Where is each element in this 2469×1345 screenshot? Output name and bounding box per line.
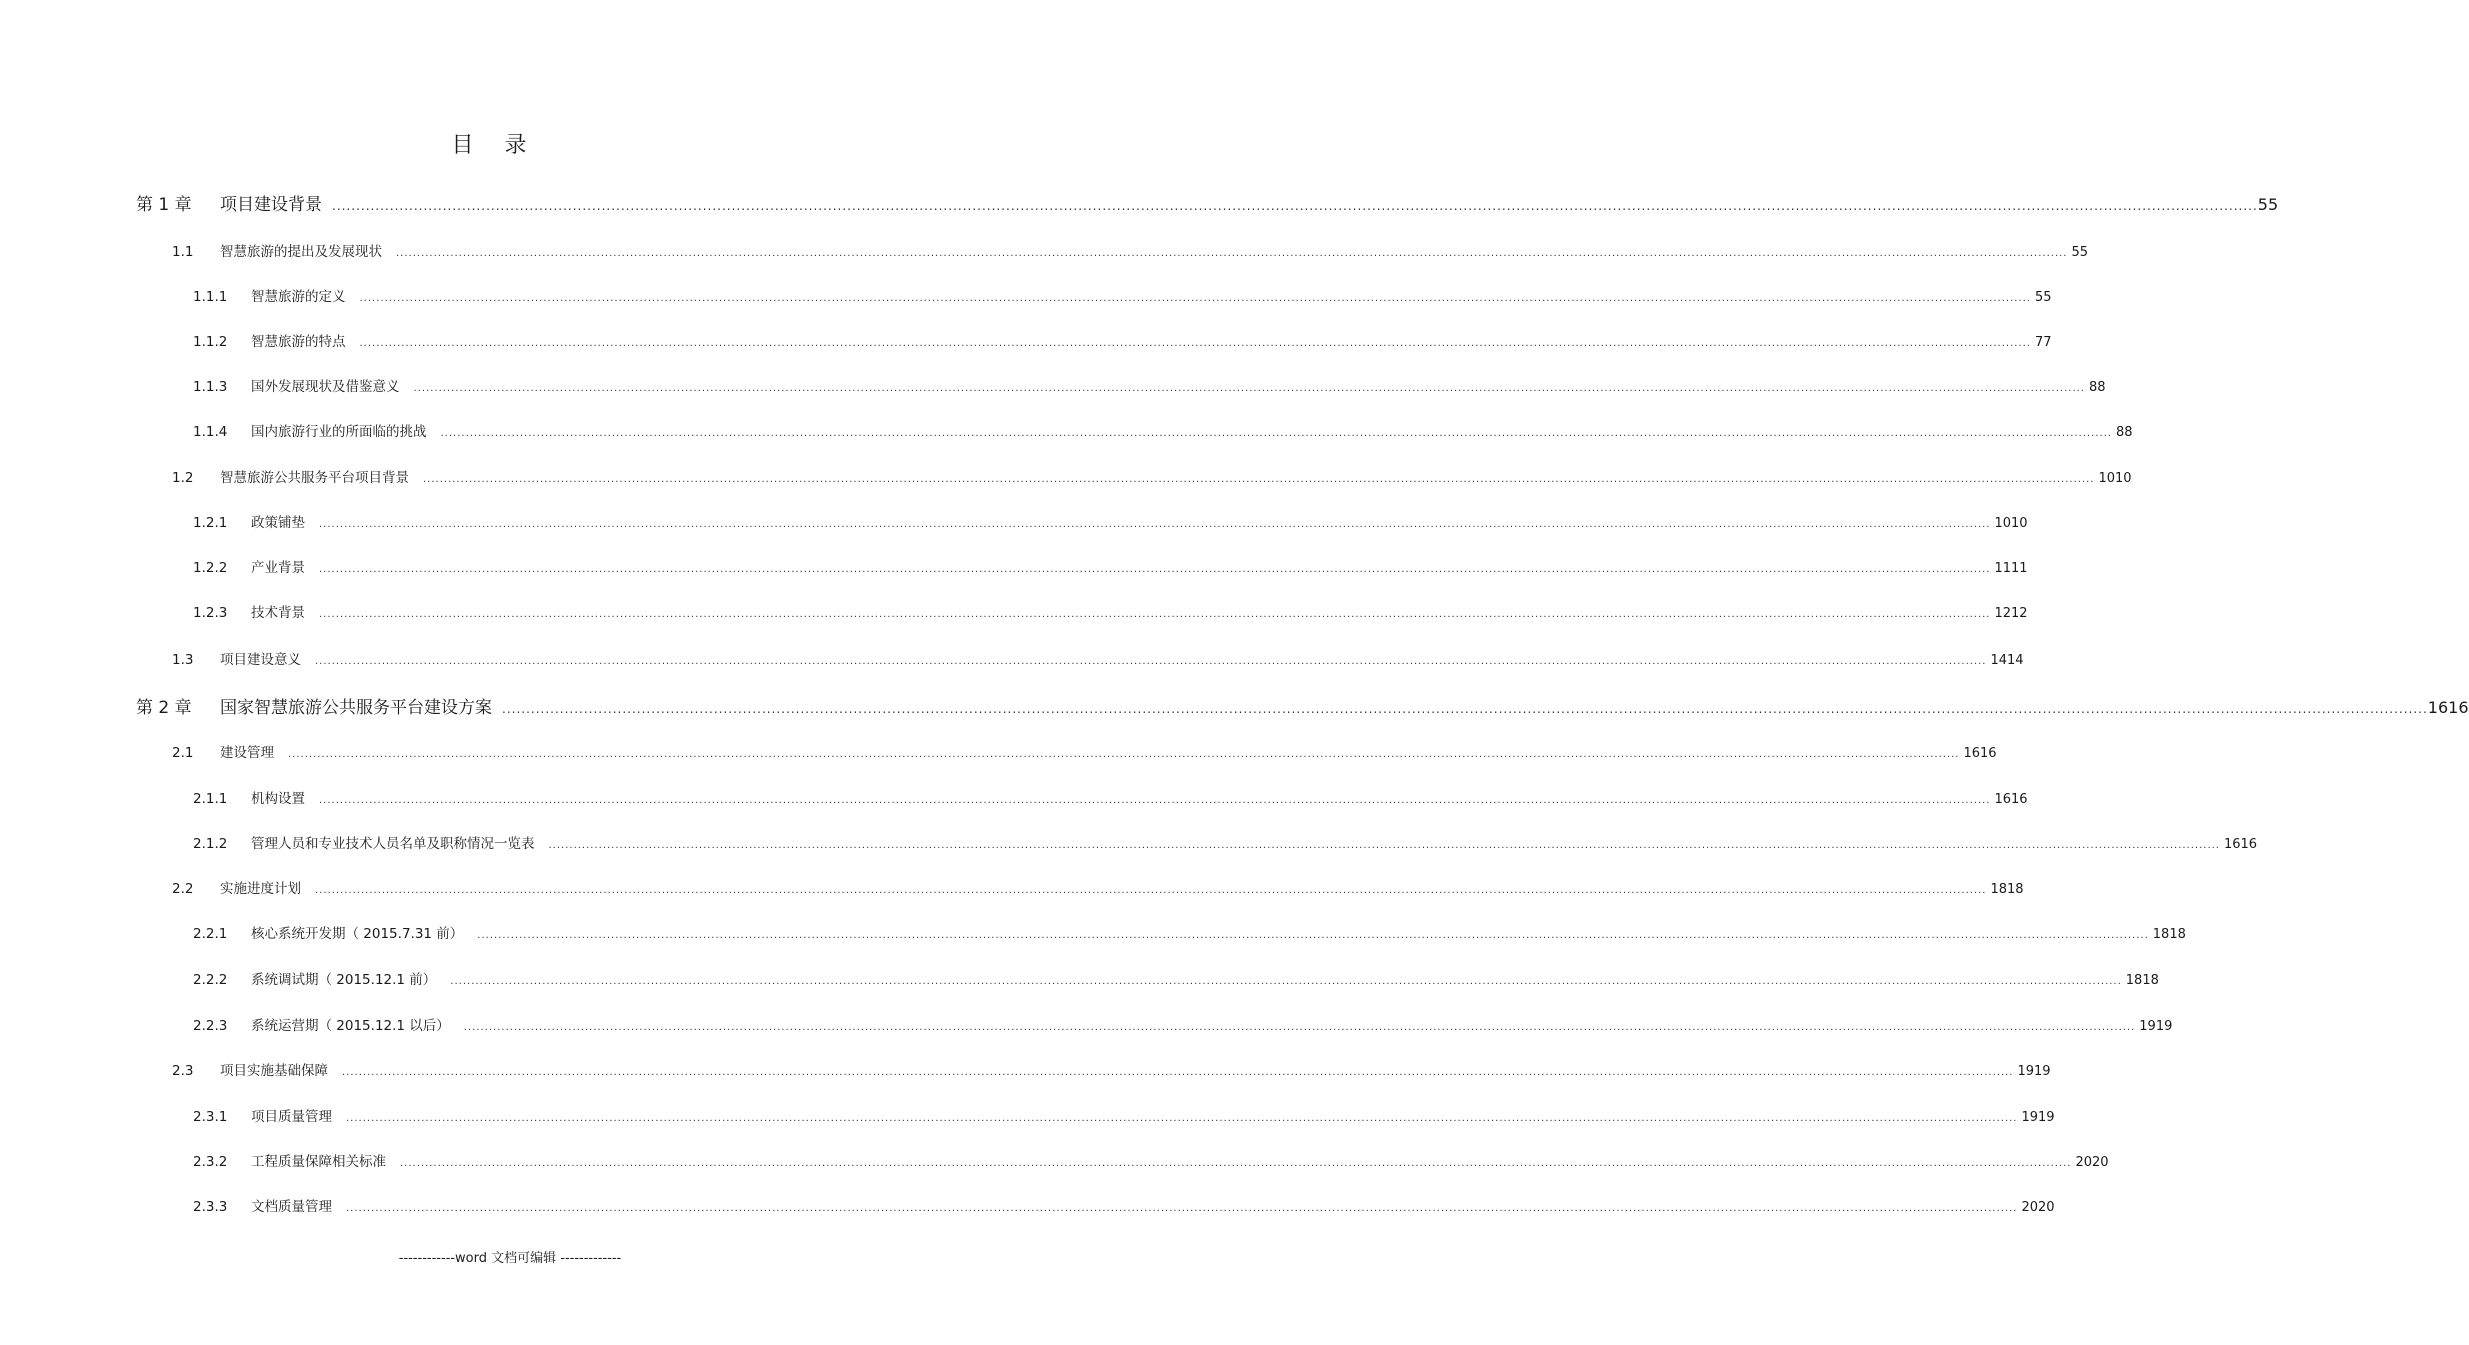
toc-entry[interactable]	[172, 741, 1997, 761]
toc-entry[interactable]	[193, 832, 2258, 852]
toc-entry-label: 产业背景	[251, 560, 305, 576]
toc-entry[interactable]	[172, 648, 2024, 668]
toc-entry-number: 1.3	[172, 652, 194, 668]
toc-entry[interactable]	[136, 190, 2279, 215]
toc-entry-page: 1616	[2223, 837, 2258, 852]
toc-entry-number: 2.3	[172, 1063, 194, 1079]
toc-leader-dots: ................................................................................................................................................................................................................................................................................................................................................................................................................	[315, 885, 1987, 896]
toc-entry-page: 88	[2088, 380, 2106, 395]
toc-entry-label: 核心系统开发期（ 2015.7.31 前）	[251, 926, 464, 942]
toc-entry[interactable]	[172, 877, 2024, 897]
toc-entry[interactable]	[193, 330, 2052, 350]
toc-entry[interactable]	[136, 693, 2469, 718]
toc-entry-page: 1212	[1994, 606, 2028, 621]
toc-entry-page: 1818	[2152, 927, 2186, 942]
toc-leader-dots: ................................................................................................................................................................................................................................................................................................................................................................................................................	[319, 609, 1991, 620]
toc-entry-number: 1.1.1	[193, 289, 228, 305]
toc-leader-dots: ................................................................................................................................................................................................................................................................................................................................................................................................................	[463, 1022, 2136, 1033]
toc-leader-dots: ................................................................................................................................................................................................................................................................................................................................................................................................................	[450, 976, 2122, 987]
toc-entry-label: 智慧旅游公共服务平台项目背景	[220, 470, 409, 486]
toc-leader-dots: ................................................................................................................................................................................................................................................................................................................................................................................................................	[319, 795, 1991, 806]
toc-entry-page: 1414	[1990, 653, 2024, 668]
toc-entry-page: 1010	[2098, 471, 2132, 486]
toc-entry[interactable]	[193, 601, 2028, 621]
toc-entry-label: 智慧旅游的特点	[251, 334, 346, 350]
toc-entry[interactable]	[193, 1150, 2109, 1170]
toc-entry[interactable]	[193, 968, 2159, 988]
toc-entry-label: 智慧旅游的定义	[251, 289, 346, 305]
toc-entry-page: 55	[2071, 245, 2089, 260]
toc-entry-number: 2.2	[172, 881, 194, 897]
footer-text: ------------word 文档可编辑 -------------	[398, 1251, 622, 1266]
toc-entry-label: 国家智慧旅游公共服务平台建设方案	[220, 698, 492, 718]
toc-entry-number: 1.2	[172, 470, 194, 486]
toc-entry-label: 项目质量管理	[251, 1109, 332, 1125]
toc-entry-label: 文档质量管理	[251, 1199, 332, 1215]
toc-entry[interactable]	[193, 1014, 2173, 1034]
toc-entry-label: 国外发展现状及借鉴意义	[251, 379, 400, 395]
toc-entry-number: 第 1 章	[136, 195, 192, 215]
toc-entry-label: 项目建设背景	[220, 195, 322, 215]
toc-entry-number: 2.2.1	[193, 926, 228, 942]
toc-leader-dots: ................................................................................................................................................................................................................................................................................................................................................................................................................	[315, 656, 1987, 667]
toc-leader-dots: ................................................................................................................................................................................................................................................................................................................................................................................................................	[400, 1158, 2072, 1169]
toc-leader-dots: ................................................................................................................................................................................................................................................................................................................................................................................................................	[396, 248, 2068, 259]
toc-entry-number: 2.2.2	[193, 972, 228, 988]
toc-entry[interactable]	[193, 1195, 2055, 1215]
toc-entry[interactable]	[193, 922, 2186, 942]
toc-entry-page: 1616	[1994, 792, 2028, 807]
toc-entry-page: 55	[2257, 195, 2279, 214]
toc-title: 目 录	[451, 133, 539, 158]
toc-leader-dots: ................................................................................................................................................................................................................................................................................................................................................................................................................	[440, 428, 2112, 439]
toc-entry-page: 1919	[2017, 1064, 2051, 1079]
toc-entry[interactable]	[172, 466, 2132, 486]
toc-entry-number: 2.3.2	[193, 1154, 228, 1170]
toc-leader-dots: ................................................................................................................................................................................................................................................................................................................................................................................................................	[502, 702, 2428, 716]
toc-entry-number: 1.1	[172, 244, 194, 260]
toc-entry-page: 77	[2034, 335, 2052, 350]
toc-entry-label: 项目建设意义	[220, 652, 301, 668]
toc-entry[interactable]	[193, 375, 2106, 395]
toc-entry-number: 1.2.3	[193, 605, 228, 621]
toc-entry-page: 2020	[2075, 1155, 2109, 1170]
toc-entry[interactable]	[172, 1059, 2051, 1079]
toc-entry-page: 1010	[1994, 516, 2028, 531]
toc-entry-label: 实施进度计划	[220, 881, 301, 897]
toc-entry-page: 88	[2115, 425, 2133, 440]
toc-entry-number: 2.3.3	[193, 1199, 228, 1215]
toc-entry[interactable]	[172, 240, 2089, 260]
toc-entry-label: 工程质量保障相关标准	[251, 1154, 386, 1170]
toc-entry-number: 2.2.3	[193, 1018, 228, 1034]
toc-entry-page: 55	[2034, 290, 2052, 305]
toc-entry[interactable]	[193, 420, 2133, 440]
toc-entry-page: 1919	[2021, 1110, 2055, 1125]
toc-entry-label: 项目实施基础保障	[220, 1063, 328, 1079]
toc-entry-number: 1.2.2	[193, 560, 228, 576]
toc-entry-number: 2.1	[172, 745, 194, 761]
toc-entry-label: 建设管理	[220, 745, 274, 761]
toc-entry-label: 政策铺垫	[251, 515, 305, 531]
toc-leader-dots: ................................................................................................................................................................................................................................................................................................................................................................................................................	[288, 749, 1960, 760]
toc-entry-page: 1919	[2139, 1019, 2173, 1034]
toc-entry-page: 1818	[1990, 882, 2024, 897]
toc-entry[interactable]	[193, 556, 2028, 576]
toc-entry-label: 系统运营期（ 2015.12.1 以后）	[251, 1018, 450, 1034]
toc-entry[interactable]	[193, 787, 2028, 807]
toc-entry-page: 1818	[2125, 973, 2159, 988]
toc-entry[interactable]	[193, 1105, 2055, 1125]
toc-entry-page: 1616	[2427, 698, 2469, 717]
toc-leader-dots: ................................................................................................................................................................................................................................................................................................................................................................................................................	[346, 1203, 2018, 1214]
toc-entry-label: 管理人员和专业技术人员名单及职称情况一览表	[251, 836, 535, 852]
toc-leader-dots: ................................................................................................................................................................................................................................................................................................................................................................................................................	[319, 519, 1991, 530]
toc-leader-dots: ................................................................................................................................................................................................................................................................................................................................................................................................................	[413, 383, 2085, 394]
toc-entry-label: 技术背景	[251, 605, 305, 621]
toc-leader-dots: ................................................................................................................................................................................................................................................................................................................................................................................................................	[359, 293, 2031, 304]
toc-leader-dots: ................................................................................................................................................................................................................................................................................................................................................................................................................	[423, 474, 2095, 485]
toc-leader-dots: ................................................................................................................................................................................................................................................................................................................................................................................................................	[332, 199, 2258, 213]
toc-entry-number: 第 2 章	[136, 698, 192, 718]
toc-entry-label: 机构设置	[251, 791, 305, 807]
toc-entry[interactable]	[193, 511, 2028, 531]
toc-entry-page: 2020	[2021, 1200, 2055, 1215]
toc-leader-dots: ................................................................................................................................................................................................................................................................................................................................................................................................................	[342, 1067, 2014, 1078]
toc-entry-number: 2.1.1	[193, 791, 228, 807]
toc-leader-dots: ................................................................................................................................................................................................................................................................................................................................................................................................................	[359, 338, 2031, 349]
toc-entry-page: 1616	[1963, 746, 1997, 761]
toc-entry-label: 智慧旅游的提出及发展现状	[220, 244, 382, 260]
toc-entry-number: 2.1.2	[193, 836, 228, 852]
toc-leader-dots: ................................................................................................................................................................................................................................................................................................................................................................................................................	[548, 840, 2220, 851]
toc-entry-number: 1.1.3	[193, 379, 228, 395]
toc-entry-page: 1111	[1994, 561, 2028, 576]
toc-leader-dots: ................................................................................................................................................................................................................................................................................................................................................................................................................	[319, 564, 1991, 575]
toc-entry-number: 1.1.4	[193, 424, 228, 440]
toc-entry-number: 2.3.1	[193, 1109, 228, 1125]
toc-entry-number: 1.2.1	[193, 515, 228, 531]
toc-leader-dots: ................................................................................................................................................................................................................................................................................................................................................................................................................	[346, 1113, 2018, 1124]
toc-entry[interactable]	[193, 285, 2052, 305]
toc-entry-number: 1.1.2	[193, 334, 228, 350]
toc-entry-label: 国内旅游行业的所面临的挑战	[251, 424, 427, 440]
toc-entry-label: 系统调试期（ 2015.12.1 前）	[251, 972, 437, 988]
toc-leader-dots: ................................................................................................................................................................................................................................................................................................................................................................................................................	[477, 930, 2149, 941]
